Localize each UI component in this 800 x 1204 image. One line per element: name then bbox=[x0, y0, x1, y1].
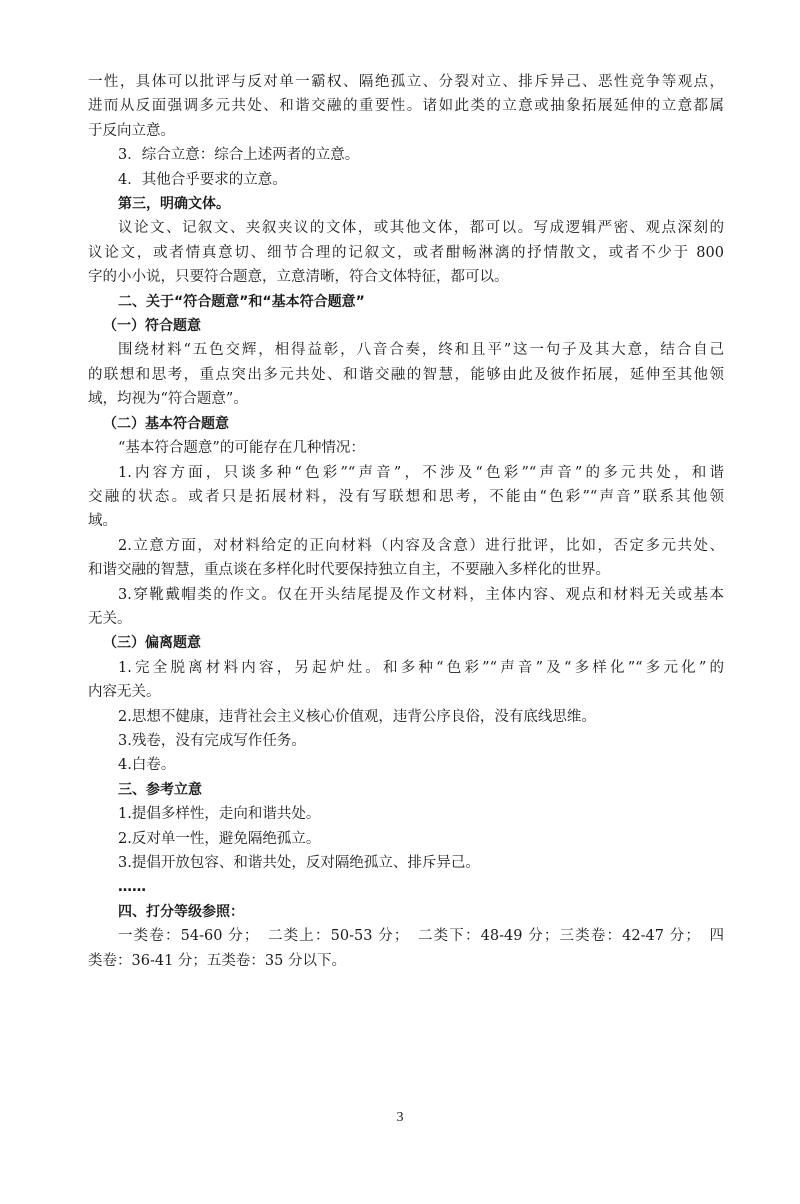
paragraph-line: 类卷：36-41 分；五类卷：35 分以下。 bbox=[88, 952, 346, 969]
paragraph-line: 一性，具体可以批评与反对单一霸权、隔绝孤立、分裂对立、排斥异己、恶性竞争等观点， bbox=[88, 74, 724, 90]
section-heading: 第三，明确文体。 bbox=[118, 196, 230, 213]
list-item: 1.提倡多样性，走向和谐共处。 bbox=[118, 806, 321, 823]
paragraph-line: 域，均视为“符合题意”。 bbox=[88, 391, 248, 408]
section-heading: 二、关于“符合题意”和“基本符合题意” bbox=[118, 293, 365, 310]
paragraph-line: 字的小小说，只要符合题意，立意清晰，符合文体特征，都可以。 bbox=[88, 269, 509, 286]
list-item: 2.立意方面，对材料给定的正向材料（内容及含意）进行批评，比如，否定多元共处、 bbox=[118, 537, 724, 554]
paragraph-line: 围绕材料“五色交辉，相得益彰，八音合奏，终和且平”这一句子及其大意，结合自己 bbox=[118, 342, 724, 359]
paragraph-line: 和谐交融的智慧，重点谈在多样化时代要保持独立自主，不要融入多样化的世界。 bbox=[88, 562, 610, 579]
section-heading: 三、参考立意 bbox=[118, 781, 202, 798]
paragraph-line: 内容无关。 bbox=[88, 684, 161, 701]
paragraph-line: 交融的状态。或者只是拓展材料，没有写联想和思考，不能由“色彩”“声音”联系其他领 bbox=[88, 488, 724, 505]
list-item: 1.完全脱离材料内容，另起炉灶。和多种“色彩”“声音”及“多样化”“多元化”的 bbox=[118, 659, 724, 676]
subsection-heading: （三）偏离题意 bbox=[103, 635, 201, 652]
list-item: 4．其他合乎要求的立意。 bbox=[118, 171, 287, 188]
paragraph-line: 议论文，或者情真意切、细节合理的记叙文，或者酣畅淋漓的抒情散文，或者不少于 800 bbox=[88, 244, 724, 261]
paragraph-line: 的联想和思考，重点突出多元共处、和谐交融的智慧，能够由此及彼作拓展，延伸至其他领 bbox=[88, 366, 724, 383]
list-item: 3．综合立意：综合上述两者的立意。 bbox=[118, 147, 360, 164]
document-page bbox=[88, 70, 724, 973]
list-item: 1.内容方面，只谈多种“色彩”“声音”，不涉及“色彩”“声音”的多元共处，和谐 bbox=[118, 464, 724, 481]
section-heading: 四、打分等级参照： bbox=[118, 903, 244, 920]
list-item: 3.穿靴戴帽类的作文。仅在开头结尾提及作文材料，主体内容、观点和材料无关或基本 bbox=[118, 586, 724, 603]
page-number: 3 bbox=[396, 1110, 404, 1125]
list-item: 4.白卷。 bbox=[118, 757, 176, 774]
paragraph-line: 一类卷：54-60 分； 二类上：50-53 分； 二类下：48-49 分；三类卷：42-47 分； 四 bbox=[118, 928, 724, 945]
paragraph-line: 议论文、记叙文、夹叙夹议的文体，或其他文体，都可以。写成逻辑严密、观点深刻的 bbox=[118, 220, 724, 237]
list-item: 2.思想不健康，违背社会主义核心价值观，违背公序良俗，没有底线思维。 bbox=[118, 708, 596, 725]
paragraph-line: 无关。 bbox=[88, 610, 132, 627]
list-item: 3.残卷，没有完成写作任务。 bbox=[118, 732, 306, 749]
subsection-heading: （一）符合题意 bbox=[103, 318, 201, 335]
paragraph-line: 于反向立意。 bbox=[88, 122, 175, 139]
paragraph-line: 域。 bbox=[88, 513, 117, 530]
paragraph-line: 进而从反面强调多元共处、和谐交融的重要性。诸如此类的立意或抽象拓展延伸的立意都属 bbox=[88, 98, 724, 115]
list-item: 3.提倡开放包容、和谐共处，反对隔绝孤立、排斥异己。 bbox=[118, 855, 480, 871]
list-item: 2.反对单一性，避免隔绝孤立。 bbox=[118, 830, 321, 847]
ellipsis: …… bbox=[118, 879, 146, 896]
paragraph-line: “基本符合题意”的可能存在几种情况： bbox=[118, 440, 365, 457]
subsection-heading: （二）基本符合题意 bbox=[103, 415, 229, 432]
